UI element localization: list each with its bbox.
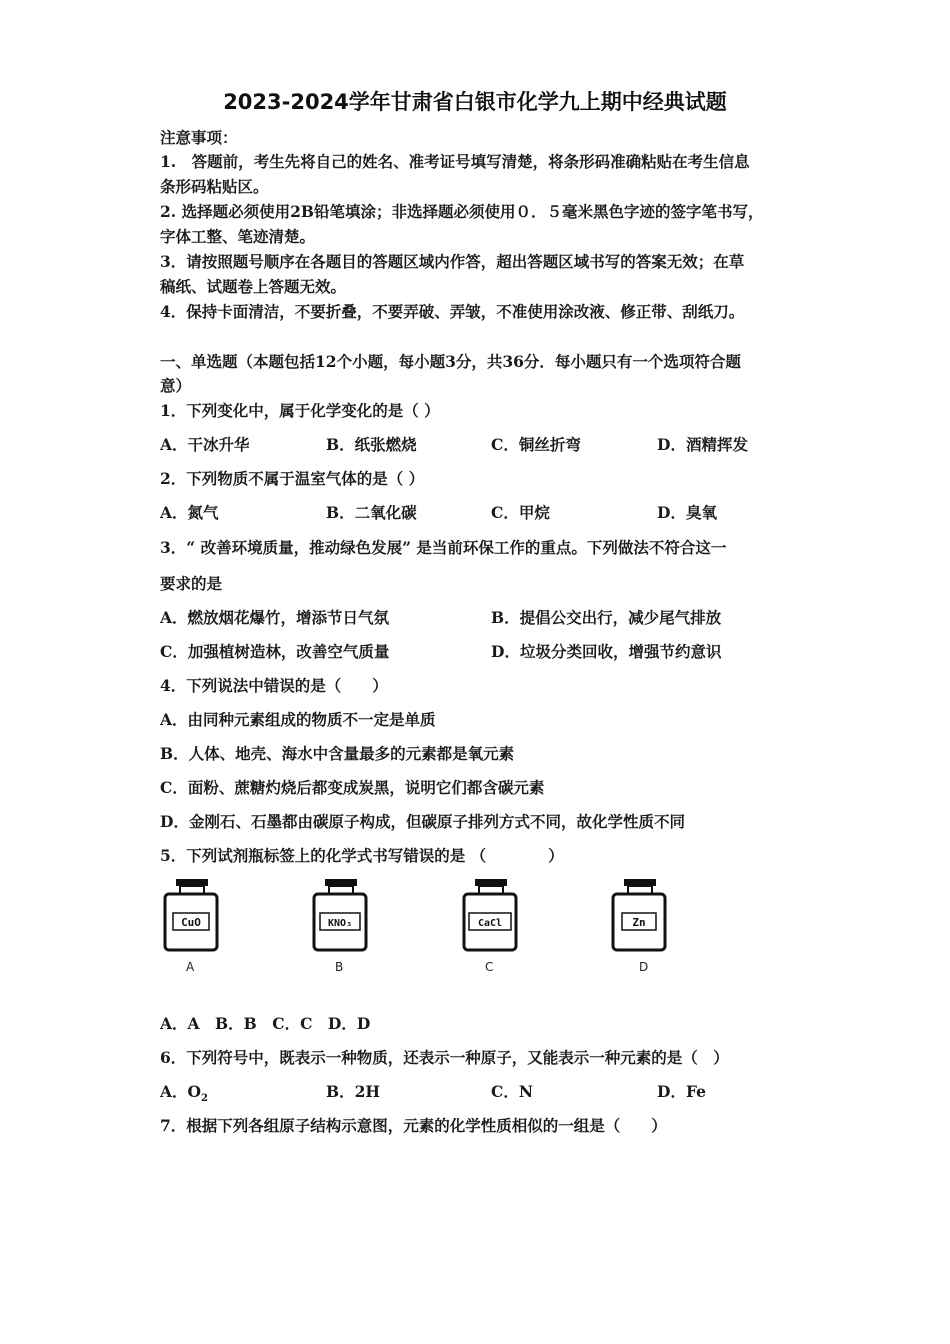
- bottle-a-formula: CuO: [181, 916, 201, 929]
- notice-item-2-line-1: 2. 选择题必须使用2B铅笔填涂；非选择题必须使用０．５毫米黑色字迹的签字笔书写，: [160, 202, 764, 221]
- notice-item-3-line-2: 稿纸、试题卷上答题无效。: [160, 277, 347, 296]
- question-1-option-d: D．酒精挥发: [657, 435, 748, 454]
- reagent-bottle-c: [461, 877, 521, 953]
- bottle-b-formula: KNO₃: [327, 918, 353, 929]
- question-4-option-a: A．由同种元素组成的物质不一定是单质: [160, 710, 436, 729]
- notice-item-3-line-1: 3．请按照题号顺序在各题目的答题区域内作答，超出答题区域书写的答案无效；在草: [160, 252, 745, 271]
- question-3-stem-line-1: 3．“ 改善环境质量，推动绿色发展” 是当前环保工作的重点。下列做法不符合这一: [160, 538, 727, 557]
- question-3-stem-line-2: 要求的是: [160, 574, 223, 593]
- bottle-a-label: A: [186, 960, 195, 974]
- bottle-b-label: B: [335, 960, 344, 974]
- bottle-c-label: C: [485, 960, 494, 974]
- question-4-option-c: C．面粉、蔗糖灼烧后都变成炭黑，说明它们都含碳元素: [160, 778, 545, 797]
- question-3-option-a: A．燃放烟花爆竹，增添节日气氛: [160, 608, 390, 627]
- notice-item-1-line-2: 条形码粘贴区。: [160, 177, 269, 196]
- bottle-d-label: D: [639, 960, 649, 974]
- question-1-option-b: B．纸张燃烧: [326, 435, 417, 454]
- question-2-option-a: A．氮气: [160, 503, 219, 522]
- question-4-stem: 4．下列说法中错误的是（ ）: [160, 676, 388, 695]
- question-6-option-c: C．N: [491, 1082, 534, 1101]
- notice-heading: 注意事项：: [160, 128, 238, 147]
- bottle-d-formula: Zn: [632, 916, 646, 929]
- question-1-option-a: A．干冰升华: [160, 435, 250, 454]
- question-2-option-b: B．二氧化碳: [326, 503, 417, 522]
- question-3-option-c: C．加强植树造林，改善空气质量: [160, 642, 390, 661]
- question-6-option-b: B．2H: [326, 1082, 381, 1101]
- question-4-option-b: B．人体、地壳、海水中含量最多的元素都是氧元素: [160, 744, 515, 763]
- exam-title: 2023-2024学年甘肃省白银市化学九上期中经典试题: [223, 90, 727, 114]
- question-2-option-c: C．甲烷: [491, 503, 550, 522]
- notice-item-1-line-1: 1. 答题前，考生先将自己的姓名、准考证号填写清楚，将条形码准确粘贴在考生信息: [160, 152, 750, 171]
- section-heading-line-1: 一、单选题（本题包括12个小题，每小题3分，共36分．每小题只有一个选项符合题: [160, 352, 741, 371]
- question-6-option-a: A．$O_2$: [160, 1082, 208, 1105]
- bottle-c-formula: CaCl: [477, 918, 503, 929]
- question-1-stem: 1．下列变化中，属于化学变化的是（ ）: [160, 401, 440, 420]
- reagent-bottle-a: [162, 877, 222, 953]
- question-5-options: A．A B．B C．C D．D: [160, 1014, 371, 1033]
- reagent-bottle-d: [610, 877, 670, 953]
- notice-item-4: 4．保持卡面清洁，不要折叠，不要弄破、弄皱，不准使用涂改液、修正带、刮纸刀。: [160, 302, 745, 321]
- question-3-option-b: B．提倡公交出行，减少尾气排放: [491, 608, 722, 627]
- notice-item-2-line-2: 字体工整、笔迹清楚。: [160, 227, 316, 246]
- reagent-bottle-b: [311, 877, 371, 953]
- section-heading-line-2: 意）: [160, 376, 192, 395]
- question-7-stem: 7．根据下列各组原子结构示意图，元素的化学性质相似的一组是（ ）: [160, 1116, 667, 1135]
- question-6-stem: 6．下列符号中，既表示一种物质，还表示一种原子，又能表示一种元素的是（ ）: [160, 1048, 729, 1067]
- question-5-stem: 5．下列试剂瓶标签上的化学式书写错误的是 （ ）: [160, 846, 564, 865]
- question-4-option-d: D．金刚石、石墨都由碳原子构成，但碳原子排列方式不同，故化学性质不同: [160, 812, 685, 831]
- question-2-stem: 2．下列物质不属于温室气体的是（ ）: [160, 469, 425, 488]
- question-6-option-d: D．Fe: [657, 1082, 706, 1101]
- question-3-option-d: D．垃圾分类回收，增强节约意识: [491, 642, 722, 661]
- question-2-option-d: D．臭氧: [657, 503, 717, 522]
- question-1-option-c: C．铜丝折弯: [491, 435, 581, 454]
